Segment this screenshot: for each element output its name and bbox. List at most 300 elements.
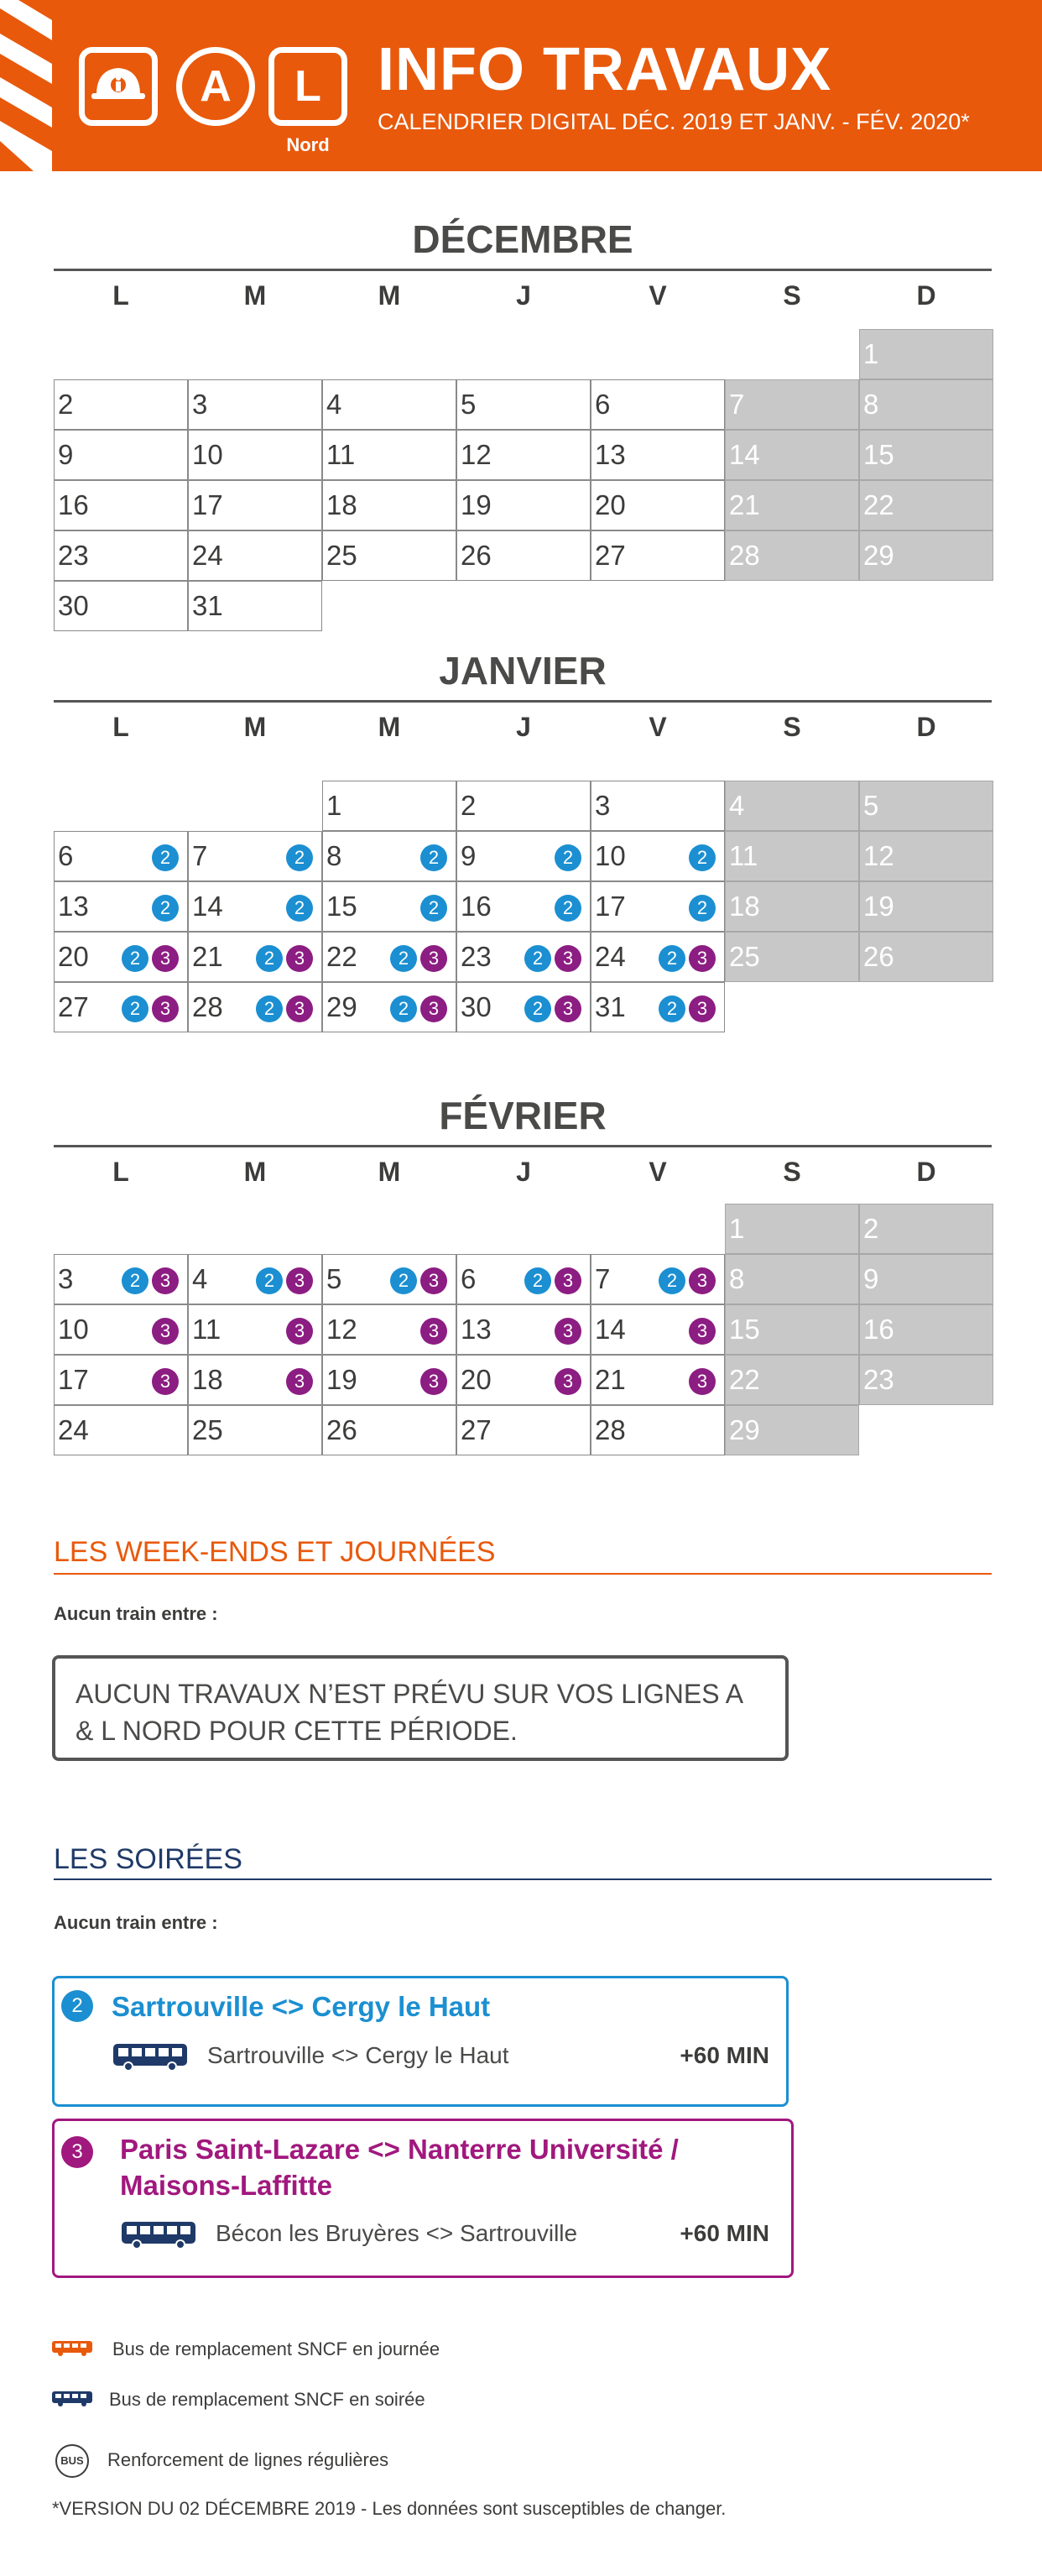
calendar-day bbox=[591, 1405, 725, 1455]
page-subtitle: CALENDRIER DIGITAL DÉC. 2019 ET JANV. - FÉV. 2020* bbox=[378, 109, 970, 134]
line-2-badge: 2 bbox=[390, 945, 417, 972]
line-badges bbox=[390, 945, 447, 972]
weekday-header: D bbox=[916, 280, 936, 311]
day-number: 28 bbox=[595, 1414, 626, 1445]
day-number: 4 bbox=[729, 790, 745, 821]
weekends-section-title: LES WEEK-ENDS ET JOURNÉES bbox=[54, 1536, 496, 1568]
month-title: FÉVRIER bbox=[439, 1094, 607, 1137]
calendar-day bbox=[322, 1254, 456, 1304]
day-number: 15 bbox=[729, 1314, 760, 1345]
calendar-day bbox=[725, 530, 859, 581]
calendar-day bbox=[322, 781, 456, 831]
line-badges bbox=[659, 995, 716, 1022]
line-badges bbox=[152, 895, 179, 922]
calendar-day bbox=[54, 1355, 188, 1405]
line-2-badge: 2 bbox=[524, 995, 551, 1022]
calendar-day bbox=[859, 831, 993, 881]
day-number: 9 bbox=[863, 1263, 879, 1294]
day-number: 20 bbox=[595, 489, 626, 520]
line-2-badge: 2 bbox=[555, 895, 581, 922]
line-badges bbox=[152, 1318, 179, 1345]
line-2-badge: 2 bbox=[152, 895, 179, 922]
calendar-day bbox=[591, 982, 725, 1032]
weekday-header: L bbox=[112, 1157, 129, 1187]
line-badges bbox=[390, 1267, 447, 1294]
line-2-badge: 2 bbox=[256, 1267, 283, 1294]
calendar-day bbox=[54, 581, 188, 631]
calendar-december bbox=[54, 217, 992, 636]
line-badges bbox=[286, 1368, 313, 1395]
legend-evening-bus: Bus de remplacement SNCF en soirée bbox=[109, 2389, 425, 2410]
day-number: 30 bbox=[461, 991, 492, 1022]
day-number: 13 bbox=[461, 1314, 492, 1345]
line-3-badge: 3 bbox=[61, 2136, 93, 2168]
day-number: 25 bbox=[729, 941, 760, 972]
evening-card-line-3 bbox=[52, 2119, 794, 2278]
line-2-badge: 2 bbox=[524, 1267, 551, 1294]
calendar-day bbox=[188, 1254, 322, 1304]
day-number: 7 bbox=[192, 840, 208, 871]
day-number: 24 bbox=[192, 540, 223, 571]
calendar-day bbox=[725, 1254, 859, 1304]
weekday-header: J bbox=[516, 1157, 531, 1187]
day-number: 9 bbox=[461, 840, 477, 871]
calendar-day bbox=[456, 379, 591, 430]
line-2-badge: 2 bbox=[122, 1267, 148, 1294]
line-badges bbox=[555, 1368, 581, 1395]
line-2-badge: 2 bbox=[256, 995, 283, 1022]
header-banner bbox=[0, 0, 1042, 171]
calendar-day bbox=[725, 1355, 859, 1405]
calendar-day bbox=[591, 831, 725, 881]
calendar-day bbox=[322, 1405, 456, 1455]
calendar-day bbox=[54, 530, 188, 581]
line-3-badge: 3 bbox=[420, 1267, 447, 1294]
line-badges bbox=[689, 1318, 716, 1345]
line-badges bbox=[659, 1267, 716, 1294]
calendar-day bbox=[54, 932, 188, 982]
calendar-day bbox=[322, 982, 456, 1032]
calendar-day bbox=[456, 1254, 591, 1304]
line-3-badge: 3 bbox=[420, 1318, 447, 1345]
line-l-subtitle: Nord bbox=[286, 134, 330, 155]
line-badges bbox=[122, 995, 179, 1022]
day-number: 20 bbox=[461, 1364, 492, 1395]
calendar-day bbox=[54, 881, 188, 932]
calendar-day bbox=[859, 480, 993, 530]
line-2-badge: 2 bbox=[555, 844, 581, 871]
calendar-day bbox=[859, 1355, 993, 1405]
evening-bus-icon bbox=[122, 2220, 195, 2250]
weekday-header: M bbox=[243, 1157, 267, 1187]
calendar-day bbox=[322, 379, 456, 430]
line-3-badge: 3 bbox=[152, 1368, 179, 1395]
line-badges bbox=[286, 895, 313, 922]
weekday-header: S bbox=[783, 1157, 801, 1187]
day-number: 28 bbox=[729, 540, 760, 571]
day-number: 14 bbox=[729, 439, 760, 470]
calendar-day bbox=[591, 530, 725, 581]
page-title: INFO TRAVAUX bbox=[378, 36, 832, 103]
weekday-header: L bbox=[112, 712, 129, 742]
day-number: 7 bbox=[595, 1263, 611, 1294]
day-number: 29 bbox=[326, 991, 357, 1022]
day-number: 2 bbox=[863, 1213, 879, 1244]
calendar-day bbox=[188, 379, 322, 430]
line-3-badge: 3 bbox=[420, 995, 447, 1022]
weekends-section-rule bbox=[54, 1573, 992, 1575]
evenings-section-rule bbox=[54, 1878, 992, 1880]
day-number: 10 bbox=[595, 840, 626, 871]
line-3-badge: 3 bbox=[420, 1368, 447, 1395]
calendar-day bbox=[456, 831, 591, 881]
calendar-day bbox=[54, 480, 188, 530]
day-number: 5 bbox=[326, 1263, 342, 1294]
calendar-day bbox=[591, 480, 725, 530]
line-badges bbox=[122, 945, 179, 972]
day-number: 10 bbox=[58, 1314, 89, 1345]
calendar-day bbox=[322, 881, 456, 932]
line-2-badge: 2 bbox=[390, 1267, 417, 1294]
day-number: 5 bbox=[461, 389, 477, 420]
month-title: JANVIER bbox=[439, 649, 607, 692]
day-number: 24 bbox=[595, 941, 626, 972]
day-number: 11 bbox=[326, 439, 356, 470]
line-3-badge: 3 bbox=[555, 995, 581, 1022]
calendar-day bbox=[591, 1355, 725, 1405]
card-route: Sartrouville <> Cergy le Haut bbox=[207, 2042, 509, 2068]
line-badges bbox=[689, 844, 716, 871]
day-number: 18 bbox=[326, 489, 357, 520]
calendar-day bbox=[54, 1254, 188, 1304]
line-3-badge: 3 bbox=[555, 945, 581, 972]
line-badges bbox=[286, 844, 313, 871]
calendar-day bbox=[859, 329, 993, 379]
line-2-badge: 2 bbox=[286, 895, 313, 922]
calendar-day bbox=[322, 1355, 456, 1405]
day-number: 3 bbox=[595, 790, 611, 821]
line-badges bbox=[256, 1267, 313, 1294]
weekday-header: S bbox=[783, 712, 801, 742]
day-number: 9 bbox=[58, 439, 74, 470]
line-badges bbox=[524, 1267, 581, 1294]
card-route: Bécon les Bruyères <> Sartrouville bbox=[216, 2220, 578, 2246]
day-number: 26 bbox=[326, 1414, 357, 1445]
line-3-badge: 3 bbox=[152, 945, 179, 972]
calendar-day bbox=[725, 430, 859, 480]
hazard-stripes-icon bbox=[0, 0, 52, 171]
calendar-day bbox=[725, 1304, 859, 1355]
calendar-day bbox=[591, 430, 725, 480]
calendar-day bbox=[188, 430, 322, 480]
line-badges bbox=[152, 1368, 179, 1395]
day-number: 27 bbox=[58, 991, 89, 1022]
calendar-day bbox=[54, 430, 188, 480]
line-badges bbox=[420, 1368, 447, 1395]
weekday-header: M bbox=[378, 1157, 401, 1187]
day-number: 29 bbox=[729, 1414, 760, 1445]
day-number: 18 bbox=[192, 1364, 223, 1395]
calendar-day bbox=[188, 982, 322, 1032]
line-3-badge: 3 bbox=[152, 995, 179, 1022]
day-number: 21 bbox=[595, 1364, 626, 1395]
evenings-subtitle: Aucun train entre : bbox=[54, 1912, 218, 1933]
footnote: *VERSION DU 02 DÉCEMBRE 2019 - Les données sont susceptibles de changer. bbox=[52, 2498, 727, 2519]
line-3-badge: 3 bbox=[689, 1267, 716, 1294]
line-2-badge: 2 bbox=[524, 945, 551, 972]
calendar-day bbox=[322, 932, 456, 982]
line-2-badge: 2 bbox=[61, 1990, 93, 2022]
day-number: 6 bbox=[595, 389, 611, 420]
calendar-day bbox=[725, 781, 859, 831]
calendar-day bbox=[322, 1304, 456, 1355]
day-number: 12 bbox=[863, 840, 894, 871]
day-number: 2 bbox=[58, 389, 74, 420]
calendar-day bbox=[54, 831, 188, 881]
calendar-day bbox=[859, 1204, 993, 1254]
month-title: DÉCEMBRE bbox=[412, 217, 633, 261]
day-number: 8 bbox=[863, 389, 879, 420]
line-badges bbox=[420, 1318, 447, 1345]
day-number: 27 bbox=[461, 1414, 492, 1445]
calendar-day bbox=[188, 581, 322, 631]
line-2-badge: 2 bbox=[689, 844, 716, 871]
calendar-day bbox=[456, 530, 591, 581]
day-number: 26 bbox=[461, 540, 492, 571]
calendar-january bbox=[54, 648, 992, 1051]
calendar-february bbox=[54, 1093, 992, 1462]
calendar-day bbox=[188, 1304, 322, 1355]
weekday-header: M bbox=[243, 712, 267, 742]
day-number: 1 bbox=[326, 790, 342, 821]
line-badges bbox=[420, 895, 447, 922]
calendar-day bbox=[725, 932, 859, 982]
calendar-day bbox=[456, 781, 591, 831]
evening-bus-icon bbox=[113, 2042, 187, 2072]
day-number: 25 bbox=[326, 540, 357, 571]
card-title: Paris Saint-Lazare <> Nanterre Université / Maisons-Laffitte bbox=[120, 2134, 679, 2201]
line-3-badge: 3 bbox=[286, 945, 313, 972]
calendar-day bbox=[456, 1405, 591, 1455]
calendar-day bbox=[456, 1355, 591, 1405]
line-3-badge: 3 bbox=[286, 1267, 313, 1294]
calendar-day bbox=[725, 1204, 859, 1254]
day-number: 6 bbox=[461, 1263, 477, 1294]
weekday-header: J bbox=[516, 712, 531, 742]
line-2-badge: 2 bbox=[256, 945, 283, 972]
day-number: 5 bbox=[863, 790, 879, 821]
line-2-badge: 2 bbox=[659, 945, 685, 972]
line-3-badge: 3 bbox=[689, 1368, 716, 1395]
calendar-day bbox=[456, 1304, 591, 1355]
line-2-badge: 2 bbox=[420, 844, 447, 871]
line-badges bbox=[689, 1368, 716, 1395]
weekday-header: D bbox=[916, 712, 936, 742]
day-number: 25 bbox=[192, 1414, 223, 1445]
day-number: 22 bbox=[863, 489, 894, 520]
day-number: 31 bbox=[192, 590, 223, 621]
calendar-day bbox=[54, 1304, 188, 1355]
calendar-day bbox=[591, 1254, 725, 1304]
calendar-day bbox=[859, 530, 993, 581]
calendar-day bbox=[859, 781, 993, 831]
calendar-day bbox=[456, 480, 591, 530]
day-number: 15 bbox=[863, 439, 894, 470]
day-number: 1 bbox=[863, 338, 879, 369]
calendar-day bbox=[859, 1304, 993, 1355]
calendar-day bbox=[725, 1405, 859, 1455]
line-3-badge: 3 bbox=[689, 1318, 716, 1345]
line-3-badge: 3 bbox=[286, 995, 313, 1022]
line-3-badge: 3 bbox=[420, 945, 447, 972]
calendar-day bbox=[188, 1405, 322, 1455]
calendar-day bbox=[456, 982, 591, 1032]
day-number: 19 bbox=[863, 891, 894, 922]
calendar-day bbox=[188, 480, 322, 530]
day-number: 17 bbox=[595, 891, 626, 922]
day-number: 12 bbox=[326, 1314, 357, 1345]
line-badges bbox=[420, 844, 447, 871]
line-badges bbox=[524, 945, 581, 972]
calendar-day bbox=[188, 831, 322, 881]
line-3-badge: 3 bbox=[286, 1318, 313, 1345]
calendar-day bbox=[591, 781, 725, 831]
day-number: 6 bbox=[58, 840, 74, 871]
line-3-badge: 3 bbox=[555, 1368, 581, 1395]
weekends-subtitle: Aucun train entre : bbox=[54, 1603, 218, 1624]
weekday-header: M bbox=[378, 712, 401, 742]
weekday-header: J bbox=[516, 280, 531, 311]
calendar-day bbox=[591, 932, 725, 982]
calendar-day bbox=[322, 480, 456, 530]
day-number: 23 bbox=[461, 941, 492, 972]
calendar-day bbox=[322, 831, 456, 881]
weekday-header: L bbox=[112, 280, 129, 311]
calendar-day bbox=[725, 480, 859, 530]
calendar-day bbox=[456, 932, 591, 982]
day-number: 22 bbox=[729, 1364, 760, 1395]
line-badges bbox=[524, 995, 581, 1022]
calendar-day bbox=[54, 982, 188, 1032]
line-badges bbox=[689, 895, 716, 922]
weekends-notice: AUCUN TRAVAUX N’EST PRÉVU SUR VOS LIGNES A & L NORD POUR CETTE PÉRIODE. bbox=[52, 1655, 789, 1761]
line-2-badge: 2 bbox=[122, 995, 148, 1022]
day-number: 3 bbox=[192, 389, 208, 420]
day-number: 8 bbox=[326, 840, 342, 871]
day-number: 19 bbox=[326, 1364, 357, 1395]
line-a-icon: A bbox=[176, 47, 255, 126]
line-2-badge: 2 bbox=[390, 995, 417, 1022]
day-number: 16 bbox=[58, 489, 89, 520]
calendar-day bbox=[725, 831, 859, 881]
line-3-badge: 3 bbox=[152, 1318, 179, 1345]
calendar-day bbox=[54, 379, 188, 430]
line-2-badge: 2 bbox=[659, 995, 685, 1022]
calendar-day bbox=[859, 430, 993, 480]
calendar-day bbox=[591, 1304, 725, 1355]
day-number: 7 bbox=[729, 389, 745, 420]
calendar-day bbox=[54, 1405, 188, 1455]
calendar-day bbox=[859, 932, 993, 982]
day-number: 13 bbox=[595, 439, 626, 470]
evenings-section-title: LES SOIRÉES bbox=[54, 1843, 242, 1875]
day-number: 4 bbox=[326, 389, 342, 420]
line-2-badge: 2 bbox=[689, 895, 716, 922]
day-number: 27 bbox=[595, 540, 626, 571]
day-number: 28 bbox=[192, 991, 223, 1022]
month-rule bbox=[54, 1145, 992, 1147]
day-number: 16 bbox=[461, 891, 492, 922]
line-badges bbox=[555, 1318, 581, 1345]
line-l-icon: L bbox=[268, 47, 347, 126]
card-title: Sartrouville <> Cergy le Haut bbox=[112, 1991, 491, 2022]
evening-bus-icon bbox=[52, 2391, 92, 2407]
day-number: 10 bbox=[192, 439, 223, 470]
day-number: 29 bbox=[863, 540, 894, 571]
day-number: 11 bbox=[729, 840, 758, 871]
calendar-day bbox=[591, 881, 725, 932]
weekday-header: M bbox=[378, 280, 401, 311]
calendar-day bbox=[456, 430, 591, 480]
calendar-day bbox=[188, 530, 322, 581]
calendar-day bbox=[591, 379, 725, 430]
day-number: 15 bbox=[326, 891, 357, 922]
calendar-day bbox=[859, 881, 993, 932]
works-helmet-icon bbox=[79, 47, 158, 126]
day-number: 26 bbox=[863, 941, 894, 972]
day-number: 21 bbox=[729, 489, 760, 520]
line-2-badge: 2 bbox=[122, 945, 148, 972]
legend-regular-lines: Renforcement de lignes régulières bbox=[107, 2449, 389, 2470]
calendar-day bbox=[725, 379, 859, 430]
day-number: 8 bbox=[729, 1263, 745, 1294]
line-badges bbox=[659, 945, 716, 972]
line-3-badge: 3 bbox=[689, 995, 716, 1022]
day-number: 4 bbox=[192, 1263, 208, 1294]
calendar-day bbox=[859, 1254, 993, 1304]
day-number: 2 bbox=[461, 790, 477, 821]
day-number: 16 bbox=[863, 1314, 894, 1345]
evening-card-line-2 bbox=[52, 1976, 789, 2107]
month-rule bbox=[54, 269, 992, 271]
card-delay: +60 MIN bbox=[680, 2220, 769, 2246]
weekday-header: S bbox=[783, 280, 801, 311]
month-rule bbox=[54, 700, 992, 703]
weekday-header: V bbox=[649, 712, 667, 742]
line-badges bbox=[256, 995, 313, 1022]
line-badges bbox=[555, 895, 581, 922]
calendar-day bbox=[859, 379, 993, 430]
day-number: 23 bbox=[58, 540, 89, 571]
line-2-badge: 2 bbox=[286, 844, 313, 871]
line-badges bbox=[390, 995, 447, 1022]
day-number: 1 bbox=[729, 1213, 745, 1244]
calendar-day bbox=[456, 881, 591, 932]
day-number: 3 bbox=[58, 1263, 74, 1294]
line-badges bbox=[256, 945, 313, 972]
line-badges bbox=[555, 844, 581, 871]
day-number: 14 bbox=[192, 891, 223, 922]
line-3-badge: 3 bbox=[152, 1267, 179, 1294]
calendar-day bbox=[322, 530, 456, 581]
weekday-header: M bbox=[243, 280, 267, 311]
day-number: 12 bbox=[461, 439, 492, 470]
day-number: 24 bbox=[58, 1414, 89, 1445]
day-bus-icon bbox=[52, 2340, 92, 2357]
calendar-day bbox=[725, 881, 859, 932]
weekday-header: V bbox=[649, 280, 667, 311]
legend-day-bus: Bus de remplacement SNCF en journée bbox=[112, 2338, 440, 2359]
